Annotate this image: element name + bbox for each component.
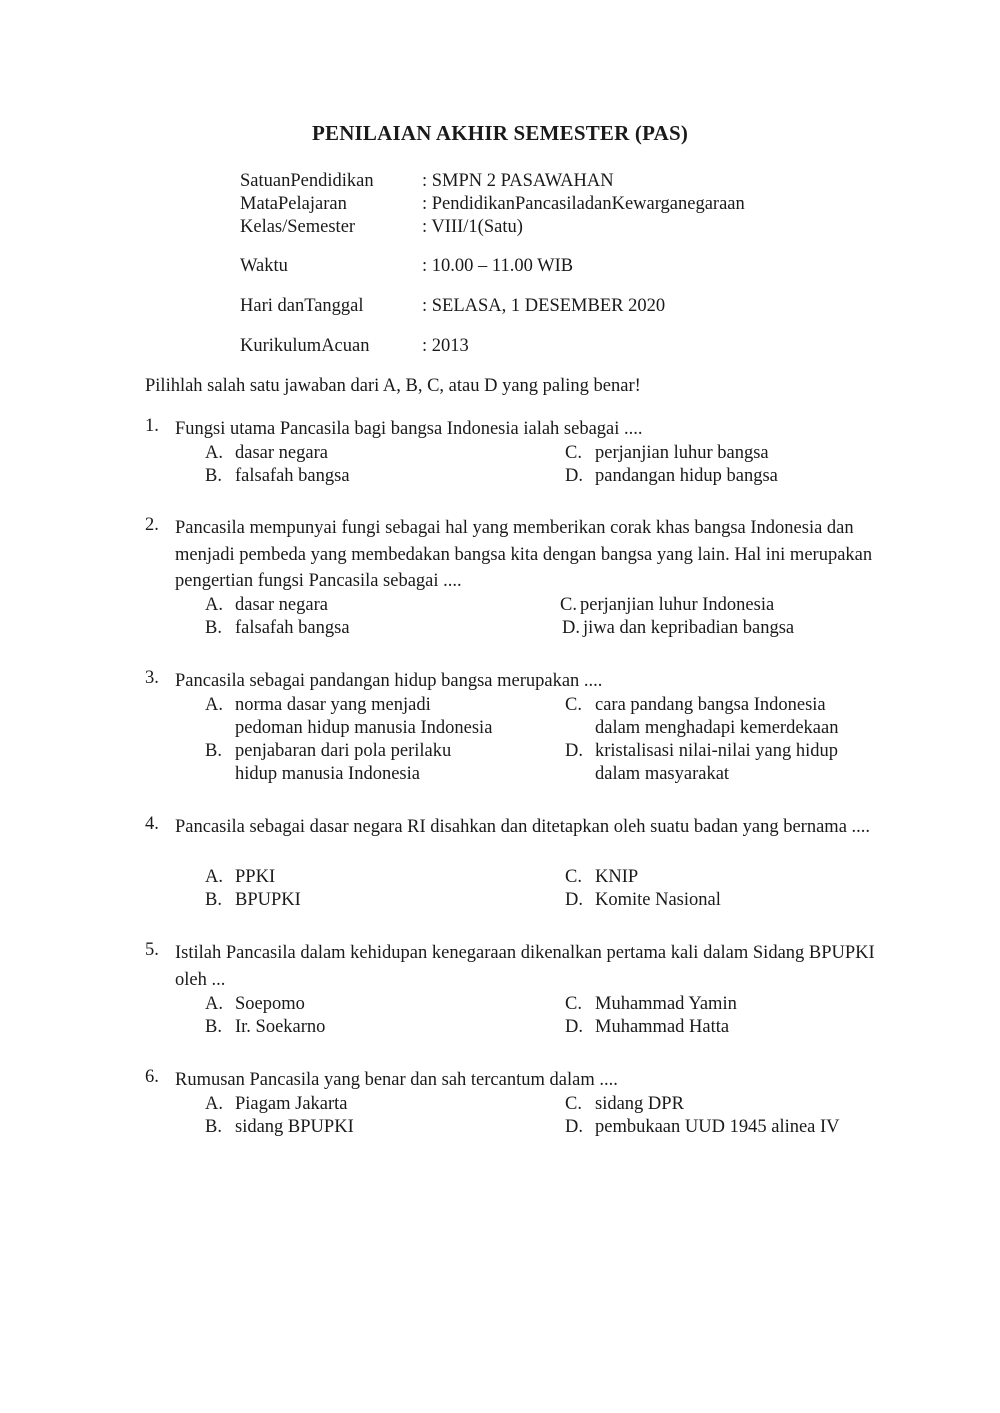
question-number: 4. [145, 814, 159, 834]
option-text-line: kristalisasi nilai-nilai yang hidup [595, 741, 839, 761]
option-text: perjanjian luhur bangsa [595, 443, 769, 463]
option-text: sidang DPR [595, 1094, 684, 1114]
option-text: dasar negara [235, 443, 328, 463]
option-letter: B. [205, 466, 222, 486]
option-text: Piagam Jakarta [235, 1094, 348, 1114]
option-letter: C. [565, 695, 582, 715]
option-letter: D. [565, 741, 583, 761]
option-letter: B. [205, 1117, 222, 1137]
option-text: perjanjian luhur Indonesia [580, 595, 775, 615]
option-text-line: penjabaran dari pola perilaku [235, 741, 452, 761]
option-text-line: pedoman hidup manusia Indonesia [235, 718, 493, 738]
option-letter: C. [565, 994, 582, 1014]
question-number: 6. [145, 1067, 159, 1087]
option-letter: B. [205, 741, 222, 761]
option-text: falsafah bangsa [235, 466, 350, 486]
info-label: SatuanPendidikan [240, 171, 374, 191]
option-letter: C. [565, 443, 582, 463]
option-letter: A. [205, 994, 223, 1014]
option-text: Komite Nasional [595, 890, 721, 910]
option-letter: A. [205, 695, 223, 715]
option-letter: D. [565, 890, 583, 910]
question-text: Rumusan Pancasila yang benar dan sah tercantum dalam .... [175, 1070, 618, 1090]
instruction-text: Pilihlah salah satu jawaban dari A, B, C, atau D yang paling benar! [145, 376, 641, 396]
info-value: : SMPN 2 PASAWAHAN [422, 171, 614, 191]
question-number: 1. [145, 416, 159, 436]
question-text: Pancasila mempunyai fungi sebagai hal yang memberikan corak khas bangsa Indonesia dan menjadi pembeda yang membedakan bangsa kita dengan bangsa yang lain. Hal ini merupakan pengertian fungsi Pancasila sebagai .... [175, 518, 873, 591]
info-value: : SELASA, 1 DESEMBER 2020 [422, 296, 666, 316]
option-text-line: hidup manusia Indonesia [235, 764, 420, 784]
info-value: : 2013 [422, 336, 469, 356]
option-text: Muhammad Hatta [595, 1017, 730, 1037]
question-text: Pancasila sebagai pandangan hidup bangsa merupakan .... [175, 671, 603, 691]
info-label: MataPelajaran [240, 194, 347, 214]
question-number: 3. [145, 668, 159, 688]
option-letter: A. [205, 443, 223, 463]
option-text-line: norma dasar yang menjadi [235, 695, 431, 715]
option-letter: D. [562, 618, 580, 638]
option-text: dasar negara [235, 595, 328, 615]
option-text: Ir. Soekarno [235, 1017, 326, 1037]
info-label: Kelas/Semester [240, 217, 356, 237]
option-letter: A. [205, 1094, 223, 1114]
option-text: pandangan hidup bangsa [595, 466, 778, 486]
option-text: Soepomo [235, 994, 305, 1014]
option-text: pembukaan UUD 1945 alinea IV [595, 1117, 840, 1137]
option-text-line: cara pandang bangsa Indonesia [595, 695, 826, 715]
question-number: 2. [145, 515, 159, 535]
info-value: : PendidikanPancasiladanKewarganegaraan [422, 194, 745, 214]
option-text: jiwa dan kepribadian bangsa [583, 618, 795, 638]
option-text-line: dalam menghadapi kemerdekaan [595, 718, 839, 738]
info-label: Hari danTanggal [240, 296, 364, 316]
info-value: : 10.00 – 11.00 WIB [422, 256, 574, 276]
question-text: Pancasila sebagai dasar negara RI disahkan dan ditetapkan oleh suatu badan yang bernama .... [175, 817, 871, 837]
option-letter: D. [565, 466, 583, 486]
option-letter: D. [565, 1017, 583, 1037]
option-text: Muhammad Yamin [595, 994, 737, 1014]
info-value: : VIII/1(Satu) [422, 217, 523, 237]
option-text: falsafah bangsa [235, 618, 350, 638]
page-title: PENILAIAN AKHIR SEMESTER (PAS) [311, 121, 689, 145]
question-text: Istilah Pancasila dalam kehidupan kenegaraan dikenalkan pertama kali dalam Sidang BPUPKI oleh ... [175, 943, 875, 990]
option-letter: D. [565, 1117, 583, 1137]
option-letter: A. [205, 867, 223, 887]
option-text: sidang BPUPKI [235, 1117, 354, 1137]
info-label: KurikulumAcuan [240, 336, 370, 356]
option-text-line: dalam masyarakat [595, 764, 730, 784]
option-letter: C. [565, 1094, 582, 1114]
question-number: 5. [145, 940, 159, 960]
option-letter: C. [560, 595, 577, 615]
option-text: PPKI [235, 867, 276, 887]
question-text: Fungsi utama Pancasila bagi bangsa Indonesia ialah sebagai .... [175, 419, 643, 439]
option-letter: B. [205, 890, 222, 910]
option-text: KNIP [595, 867, 639, 887]
option-letter: C. [565, 867, 582, 887]
option-letter: A. [205, 595, 223, 615]
option-letter: B. [205, 618, 222, 638]
option-letter: B. [205, 1017, 222, 1037]
option-text: BPUPKI [235, 890, 301, 910]
info-label: Waktu [240, 256, 288, 276]
